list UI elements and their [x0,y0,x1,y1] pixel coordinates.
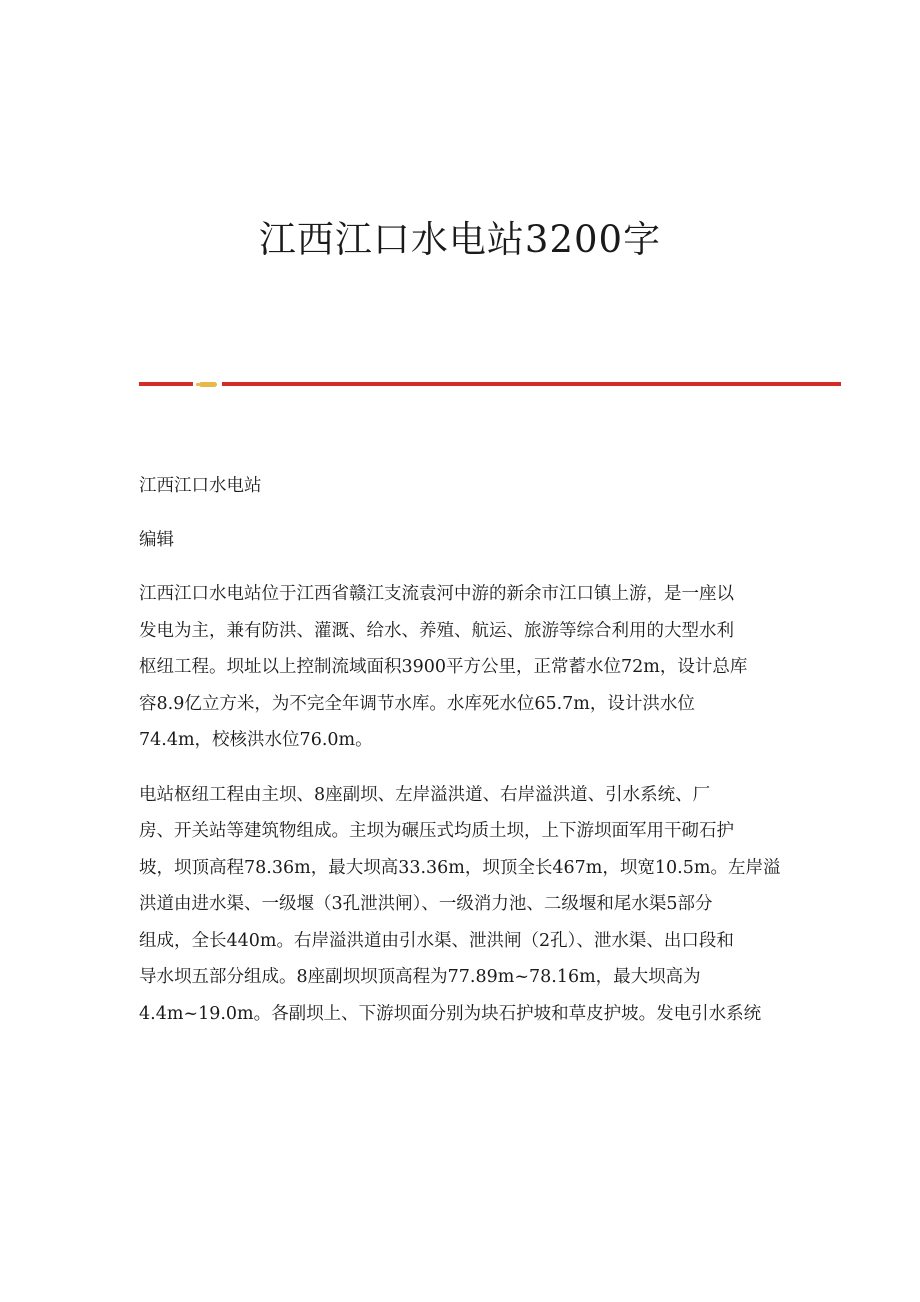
document-title: 江西江口水电站3200字 [258,218,662,261]
article-heading: 江西江口水电站 [139,476,262,496]
paragraph-line: 导水坝五部分组成。8座副坝坝顶高程为77.89m~78.16m，最大坝高为 [139,967,701,987]
divider-ornament [199,382,217,387]
paragraph-line: 洪道由进水渠、一级堰（3孔泄洪闸）、一级消力池、二级堰和尾水渠5部分 [139,894,713,914]
paragraph-line: 电站枢纽工程由主坝、8座副坝、左岸溢洪道、右岸溢洪道、引水系统、厂 [139,784,711,805]
paragraph-line: 房、开关站等建筑物组成。主坝为碾压式均质土坝，上下游坝面军用干砌石护 [139,821,734,841]
edit-label: 编辑 [139,530,174,550]
article-body [139,468,779,1032]
title-divider [139,381,841,387]
paragraph-structures [139,777,779,1033]
paragraph-line: 容8.9亿立方米，为不完全年调节水库。水库死水位65.7m，设计洪水位 [139,693,695,714]
paragraph-line: 枢纽工程。坝址以上控制流域面积3900平方公里，正常蓄水位72m，设计总库 [139,657,748,677]
divider-right-segment [222,382,841,386]
paragraph-line: 发电为主，兼有防洪、灌溉、给水、养殖、航运、旅游等综合利用的大型水利 [139,620,734,641]
paragraph-line: 组成，全长440m。右岸溢洪道由引水渠、泄洪闸（2孔）、泄水渠、出口段和 [139,930,734,951]
paragraph-line: 江西江口水电站位于江西省赣江支流袁河中游的新余市江口镇上游，是一座以 [139,584,734,604]
paragraph-line: 坡，坝顶高程78.36m，最大坝高33.36m，坝顶全长467m，坝宽10.5m。左岸溢 [139,857,781,878]
paragraph-line: 74.4m，校核洪水位76.0m。 [139,730,373,750]
paragraph-line: 4.4m~19.0m。各副坝上、下游坝面分别为块石护坡和草皮护坡。发电引水系统 [139,1003,762,1024]
paragraph-overview [139,576,779,759]
divider-left-segment [139,382,193,386]
